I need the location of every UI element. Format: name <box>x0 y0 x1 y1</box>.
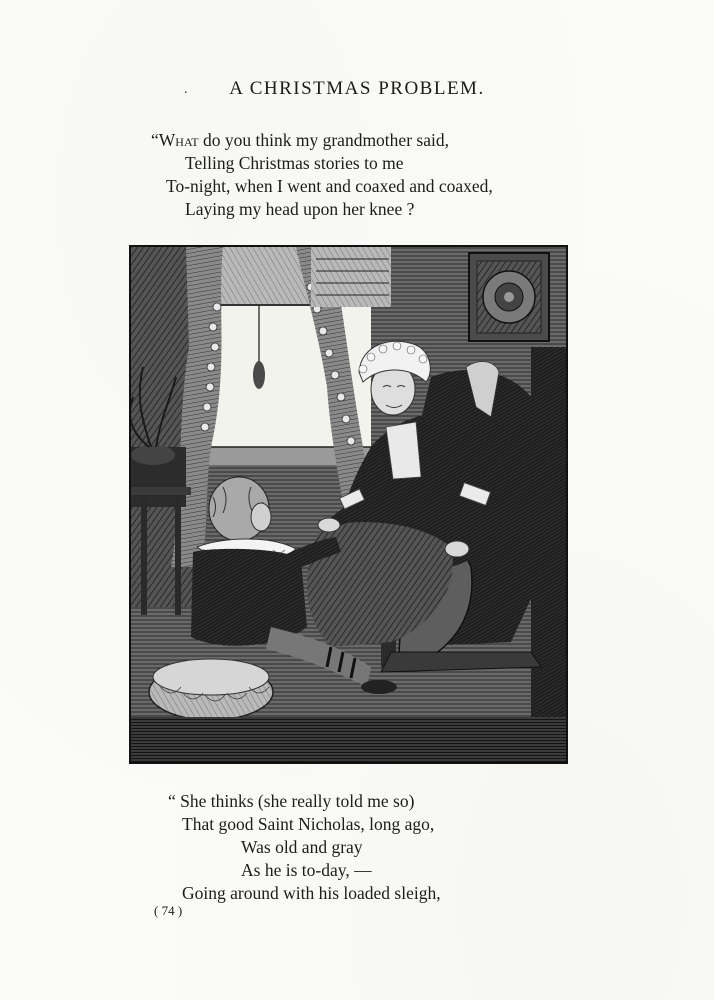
stanza-1-line-4: Laying my head upon her knee ? <box>185 199 415 219</box>
floor <box>131 717 566 762</box>
stanza-1-line-2: Telling Christmas stories to me <box>185 153 404 173</box>
stanza-2-line-1: “ She thinks (she really told me so) <box>168 791 415 811</box>
engraving-illustration <box>129 245 568 764</box>
drop-word: What <box>158 130 199 150</box>
stanza-2-line-2: That good Saint Nicholas, long ago, <box>182 814 435 834</box>
stanza-1-line-3: To-night, when I went and coaxed and coaxed, <box>166 176 493 196</box>
stanza-1-line-1: “What do you think my grandmother said, <box>151 130 449 150</box>
page-title <box>0 78 714 100</box>
stanza-2-line-3: Was old and gray <box>241 837 363 857</box>
page-number: ( 74 ) <box>154 903 183 918</box>
stanza-2-line-4: As he is to-day, — <box>241 860 372 880</box>
stanza-2-line-5: Going around with his loaded sleigh, <box>182 883 441 903</box>
title-ornament-dot: . <box>184 82 189 97</box>
title-text: A CHRISTMAS PROBLEM. <box>229 78 485 99</box>
